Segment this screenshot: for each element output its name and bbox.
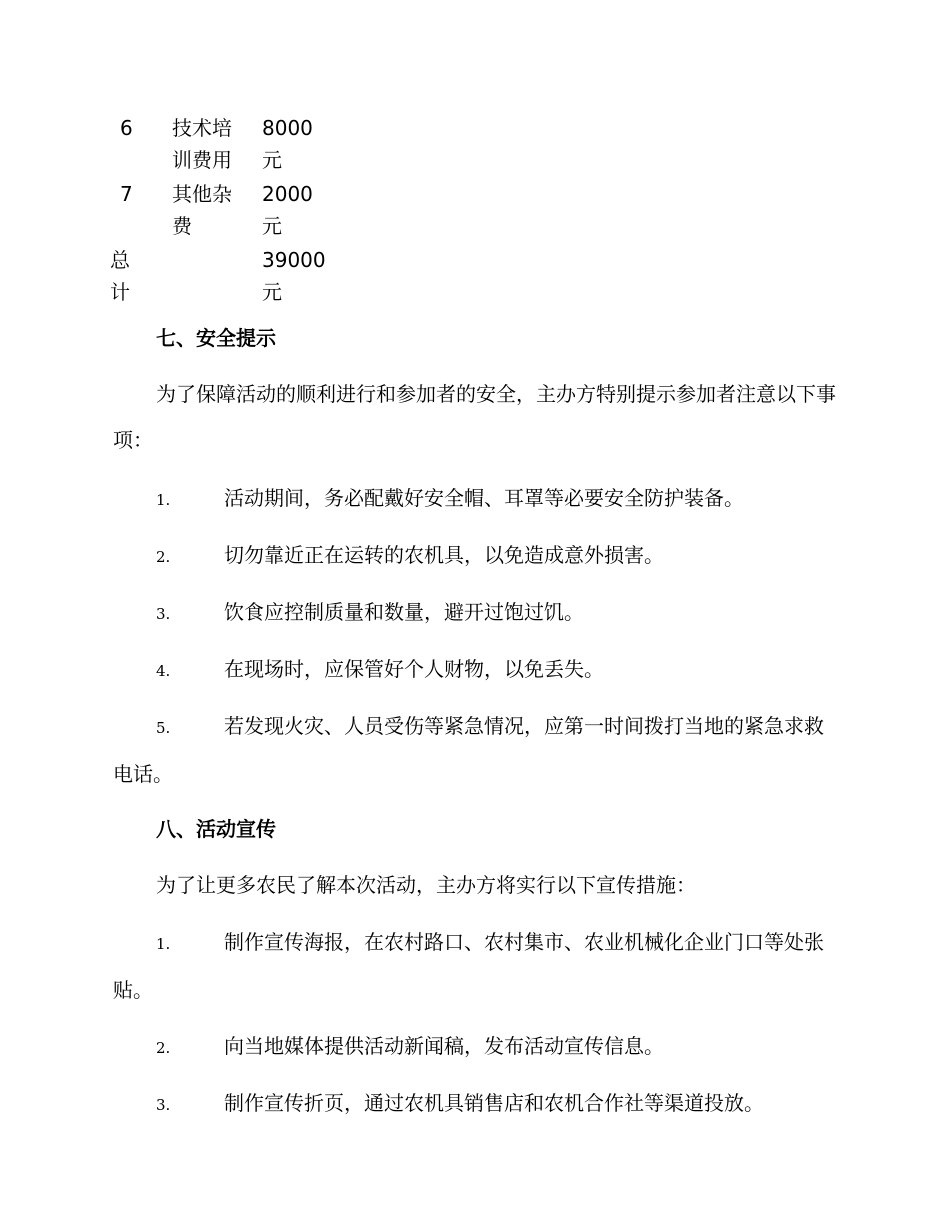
table-row [110,112,332,178]
list-item [113,919,838,1013]
list-number: 5. [156,719,171,737]
list-number: 3. [156,605,171,623]
list-item [113,703,838,797]
list-number: 4. [156,662,171,680]
row-number: 总计 [110,248,130,304]
row-amount: 2000元 [262,182,313,238]
list-text: 切勿靠近正在运转的农机具，以免造成意外损害。 [224,543,664,567]
table-row [110,178,332,244]
list-text: 活动期间，务必配戴好安全帽、耳罩等必要安全防护装备。 [224,486,744,510]
row-item: 其他杂费 [172,182,232,238]
list-item [156,1080,838,1128]
row-amount: 8000元 [262,116,313,172]
section-heading: 八、活动宣传 [156,817,276,841]
row-item [172,244,262,310]
list-text: 饮食应控制质量和数量，避开过饱过饥。 [224,600,584,624]
section-heading: 七、安全提示 [156,326,276,350]
list-item [156,1023,838,1071]
list-text: 在现场时，应保管好个人财物，以免丢失。 [224,657,604,681]
list-item [156,646,838,694]
table-row [110,244,332,310]
section-intro: 为了让更多农民了解本次活动，主办方将实行以下宣传措施： [156,873,696,897]
list-text: 向当地媒体提供活动新闻稿，发布活动宣传信息。 [224,1034,664,1058]
row-number: 7 [120,182,133,206]
row-number: 6 [120,116,133,140]
list-item [156,475,838,523]
list-text: 制作宣传海报，在农村路口、农村集市、农业机械化企业门口等处张贴。 [113,930,824,1002]
list-item [156,532,838,580]
list-number: 2. [156,548,171,566]
list-text: 若发现火灾、人员受伤等紧急情况，应第一时间拨打当地的紧急求救电话。 [113,714,824,786]
row-item: 技术培训费用 [172,116,232,172]
list-number: 2. [156,1039,171,1057]
list-item [156,589,838,637]
list-number: 3. [156,1096,171,1114]
list-number: 1. [156,935,171,953]
list-text: 制作宣传折页，通过农机具销售店和农机合作社等渠道投放。 [224,1091,764,1115]
budget-table [110,112,332,310]
row-amount: 39000元 [262,248,326,304]
list-number: 1. [156,491,171,509]
section-intro: 为了保障活动的顺利进行和参加者的安全，主办方特别提示参加者注意以下事项： [113,382,836,452]
